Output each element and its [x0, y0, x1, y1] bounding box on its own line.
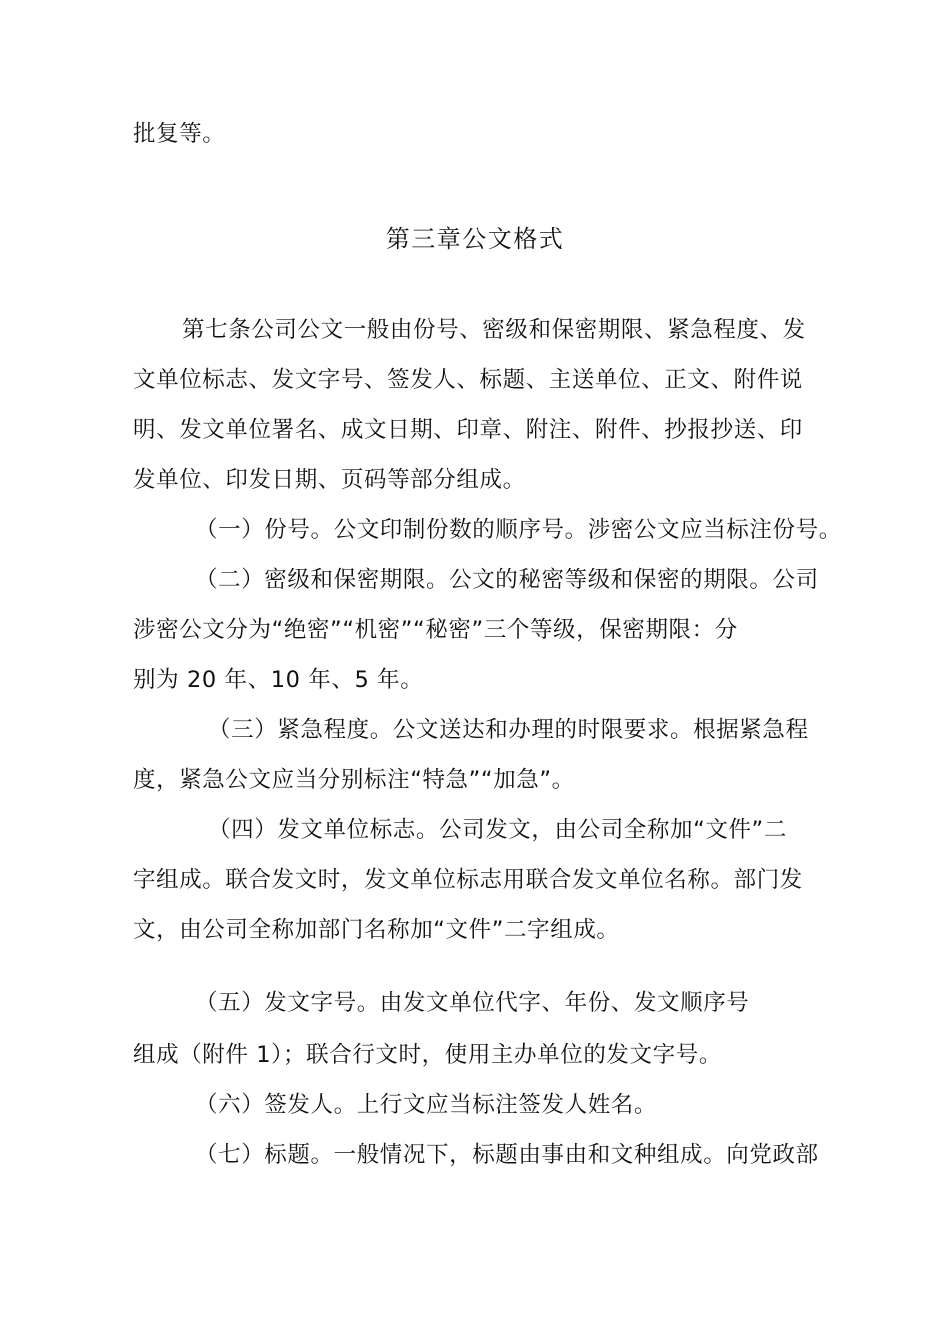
item-3-line-2: 度，紧急公文应当分别标注“特急”“加急”。 — [133, 767, 575, 793]
text-line-1: 批复等。 — [133, 121, 226, 147]
item-2-line-1: （二）密级和保密期限。公文的秘密等级和保密的期限。公司 — [195, 567, 819, 593]
item-6-line-1: （六）签发人。上行文应当标注签发人姓名。 — [195, 1092, 658, 1118]
item-7-line-1: （七）标题。一般情况下，标题由事由和文种组成。向党政部 — [195, 1142, 819, 1168]
item-4-line-3: 文，由公司全称加部门名称加“文件”二字组成。 — [133, 917, 620, 943]
item-2-line-2: 涉密公文分为“绝密”“机密”“秘密”三个等级，保密期限：分 — [133, 617, 738, 643]
item-4-line-2: 字组成。联合发文时，发文单位标志用联合发文单位名称。部门发 — [133, 867, 803, 893]
item-2-line-3: 别为 20 年、10 年、5 年。 — [133, 667, 424, 693]
article-7-line-4: 发单位、印发日期、页码等部分组成。 — [133, 467, 526, 493]
item-4-line-1: （四）发文单位标志。公司发文，由公司全称加“文件”二 — [208, 817, 787, 843]
article-7-line-1: 第七条公司公文一般由份号、密级和保密期限、紧急程度、发 — [182, 317, 806, 343]
article-7-line-2: 文单位标志、发文字号、签发人、标题、主送单位、正文、附件说 — [133, 367, 803, 393]
item-3-line-1: （三）紧急程度。公文送达和办理的时限要求。根据紧急程 — [208, 717, 809, 743]
item-5-line-1: （五）发文字号。由发文单位代字、年份、发文顺序号 — [195, 990, 750, 1016]
item-1-line-1: （一）份号。公文印制份数的顺序号。涉密公文应当标注份号。 — [195, 517, 842, 543]
item-5-line-2: 组成（附件 1）；联合行文时，使用主办单位的发文字号。 — [133, 1042, 722, 1068]
chapter-heading: 第三章公文格式 — [385, 225, 565, 253]
article-7-line-3: 明、发文单位署名、成文日期、印章、附注、附件、抄报抄送、印 — [133, 417, 803, 443]
